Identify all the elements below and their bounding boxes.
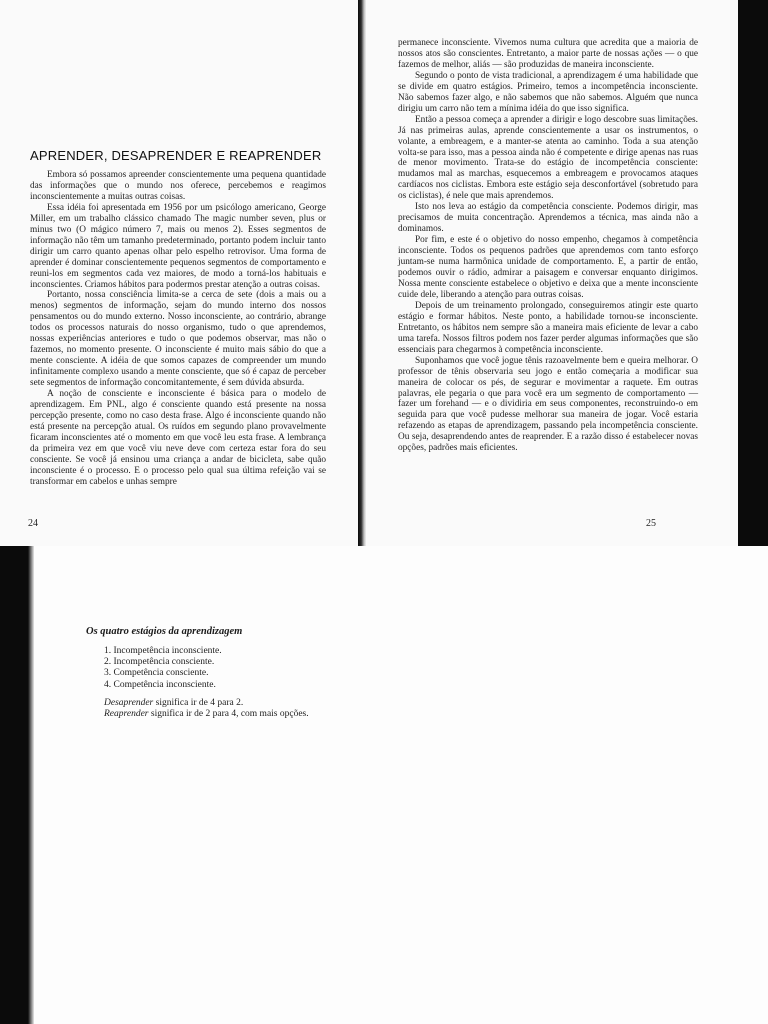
paragraph: Segundo o ponto de vista tradicional, a aprendizagem é uma habilidade que se divide em quatro estágios. Primeiro, temos a incompetência inconsciente. Não sabemos fazer algo, e não sabemos que não sabemos. Alguém que nunca dirigiu um carro não tem a mínima idéia do que isso significa. bbox=[398, 70, 698, 114]
desaprender-definition: significa ir de 4 para 2. bbox=[153, 698, 244, 708]
paragraph: Por fim, e este é o objetivo do nosso empenho, chegamos à competência inconsciente. Todos os pequenos padrões que aprendemos com tanto esforço juntam-se numa harmônica unidade de comportamento. E, a partir de então, podemos ouvir o rádio, admirar a paisagem e conversar enquanto dirigimos. Nossa mente consciente estabelece o objetivo e deixa que a mente inconsciente cuide dele, liberando a atenção para outras coisas. bbox=[398, 235, 698, 300]
reaprender-term: Reaprender bbox=[104, 709, 149, 719]
right-page-body bbox=[398, 38, 698, 454]
scan-edge-left bbox=[0, 546, 34, 1024]
paragraph: Depois de um treinamento prolongado, conseguiremos atingir este quarto estágio e formar hábitos. Neste ponto, a habilidade tornou-se inconsciente. Entretanto, os hábitos nem sempre são a maneira mais eficiente de levar a cabo uma tarefa. Nossos filtros podem nos fazer perder algumas informações que são essenciais para chegarmos à competência inconsciente. bbox=[398, 300, 698, 355]
list-item: 2. Incompetência consciente. bbox=[104, 657, 215, 668]
left-page bbox=[0, 0, 358, 546]
paragraph: Portanto, nossa consciência limita-se a cerca de sete (dois a mais ou a menos) segmentos de informação, sejam do mundo interno dos nossos pensamentos ou do mundo externo. Nosso inconsciente, ao contrário, abrange todos os processos naturais do nosso organismo, tudo o que aprendemos, nossas experiências anteriores e tudo o que podemos observar, mas não o fazemos, no momento presente. O inconsciente é muito mais sábio do que a mente consciente. A idéia de que somos capazes de compreender um mundo infinitamente complexo usando a mente consciente, que só é capaz de perceber sete segmentos de informação concomitantemente, é sem dúvida absurda. bbox=[30, 290, 326, 389]
book-gutter bbox=[358, 0, 366, 546]
stages-list bbox=[104, 646, 222, 691]
box-title: Os quatro estágios da aprendizagem bbox=[86, 626, 243, 637]
list-item: 4. Competência inconsciente. bbox=[104, 679, 216, 690]
scan-edge-right bbox=[738, 0, 768, 546]
list-item: 1. Incompetência inconsciente. bbox=[104, 646, 222, 656]
reaprender-note bbox=[104, 709, 309, 720]
list-item: 3. Competência consciente. bbox=[104, 668, 209, 679]
reaprender-definition: significa ir de 2 para 4, com mais opções. bbox=[148, 709, 309, 719]
paragraph: Isto nos leva ao estágio da competência consciente. Podemos dirigir, mas precisamos de muita concentração. Aprendemos a técnica, mas ainda não a dominamos. bbox=[398, 202, 698, 235]
chapter-heading: APRENDER, DESAPRENDER E REAPRENDER bbox=[30, 148, 322, 163]
left-page-body bbox=[30, 170, 326, 488]
page-number-right: 25 bbox=[646, 518, 656, 529]
paragraph: Então a pessoa começa a aprender a dirigir e logo descobre suas limitações. Já nas primeiras aulas, aprende conscientemente a usar os instrumentos, o volante, a embreagem, e a manter-se atenta ao caminho. Toda a sua atenção volta-se para isso, mas a pessoa ainda não é competente e dirige apenas nas ruas de menor movimento. Trata-se do estágio de incompetência consciente: mudamos mal as marchas, esquecemos a embreagem e provocamos ataques cardíacos nos ciclistas. Embora este estágio seja desconfortável (sobretudo para os ciclistas), é nele que mais aprendemos. bbox=[398, 114, 698, 202]
paragraph: Essa idéia foi apresentada em 1956 por um psicólogo americano, George Miller, em um trabalho clássico chamado The magic number seven, plus or minus two (O mágico número 7, mais ou menos 2). Esses segmentos de informação não têm um tamanho predeterminado, portanto podem incluir tanto dirigir um carro quanto apenas olhar pelo espelho retrovisor. Uma forma de aprender é dominar conscientemente pequenos segmentos de comportamento e reuni-los em segmentos cada vez maiores, de modo a torná-los habituais e inconscientes. Criamos hábitos para podermos prestar atenção a outras coisas. bbox=[30, 202, 326, 290]
summary-box-page bbox=[34, 546, 768, 1024]
paragraph: permanece inconsciente. Vivemos numa cultura que acredita que a maioria de nossos atos são conscientes. Entretanto, a maior parte de nossas ações — o que fazemos de melhor, aliás — são produzidas de maneira inconsciente. bbox=[398, 38, 698, 70]
paragraph: Suponhamos que você jogue tênis razoavelmente bem e queira melhorar. O professor de tênis observaria seu jogo e então começaria a modificar sua maneira de colocar os pés, de segurar e movimentar a raquete. Em outras palavras, ele pegaria o que para você era um segmento de comportamento — fazer um forehand — e o dividiria em seus componentes, reconstruindo-o em seguida para que você pudesse melhorar sua maneira de jogar. Você estaria refazendo as etapas de aprendizagem, passando pela incompetência consciente. Ou seja, desaprendendo antes de reaprender. E a razão disso é estabelecer novas opções, padrões mais eficientes. bbox=[398, 355, 698, 454]
paragraph: Embora só possamos apreender conscientemente uma pequena quantidade das informações que o mundo nos oferece, percebemos e reagimos inconscientemente a muitas outras coisas. bbox=[30, 170, 326, 202]
right-page bbox=[366, 0, 738, 546]
desaprender-note bbox=[104, 698, 243, 709]
page-number-left: 24 bbox=[28, 518, 38, 529]
paragraph: A noção de consciente e inconsciente é básica para o modelo de aprendizagem. Em PNL, algo é consciente quando está presente na nossa percepção presente, como no caso desta frase. Algo é inconsciente quando não está presente na percepção atual. Os ruídos em segundo plano provavelmente ficaram inconscientes até o momento em que você leu esta frase. A lembrança da primeira vez em que você viu neve deve com certeza estar fora do seu consciente. Se você já ensinou uma criança a andar de bicicleta, sabe quão inconsciente é o processo. E o processo pelo qual sua última refeição vai se transformar em cabelos e unhas sempre bbox=[30, 389, 326, 487]
desaprender-term: Desaprender bbox=[104, 698, 154, 708]
